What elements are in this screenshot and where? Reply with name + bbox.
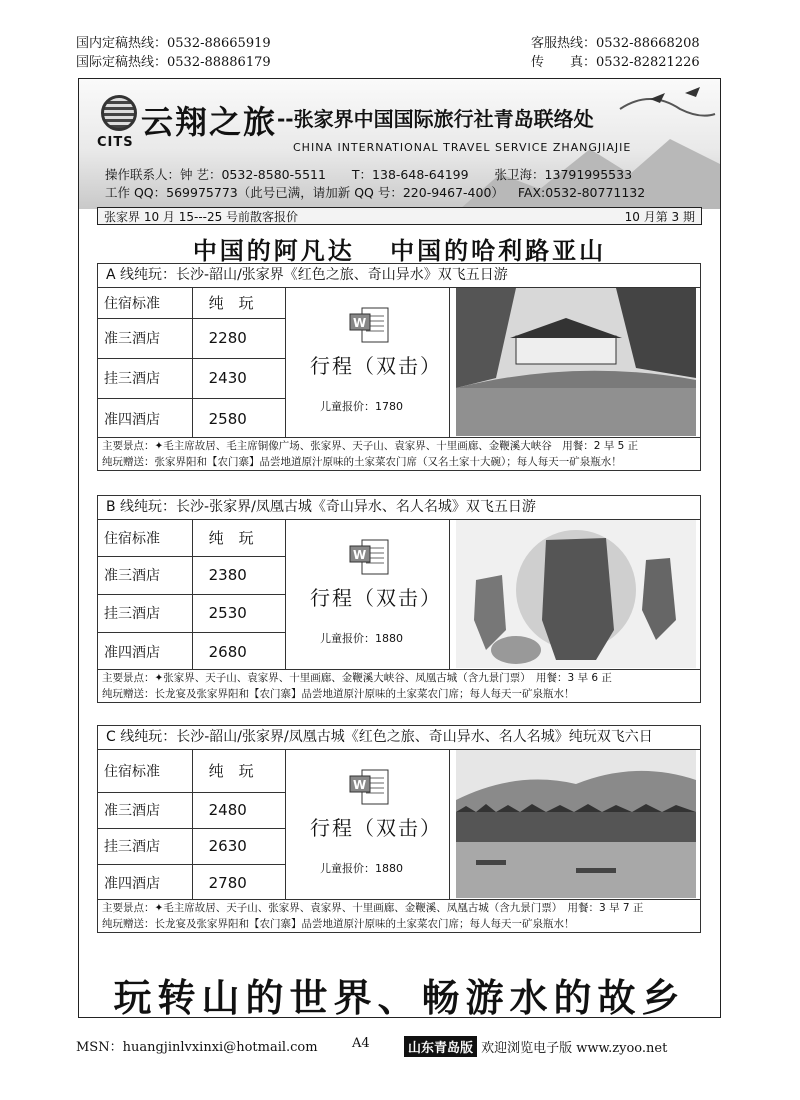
zhang-contact: 张卫海：13791995533 [494, 167, 633, 182]
hotel-name: 挂三酒店 [98, 358, 192, 398]
contact-row-2 [105, 183, 645, 201]
col-standard: 住宿标准 [98, 520, 192, 556]
fax-line: 传 真：0532-82821226 [531, 55, 700, 70]
msn-contact: MSN：huangjinlvxinxi@hotmail.com [76, 1040, 318, 1055]
itinerary-label[interactable]: 行程（双击） [310, 586, 442, 610]
package-title: A 线纯玩：长沙-韶山/张家界《红色之旅、奇山异水》双飞五日游 [98, 264, 700, 288]
hotel-price: 2680 [192, 633, 285, 670]
col-standard: 住宿标准 [98, 288, 192, 318]
package-c [97, 725, 701, 933]
col-play: 纯 玩 [192, 520, 285, 556]
cits-logo-text: CITS [97, 135, 134, 150]
hotel-price: 2380 [192, 556, 285, 594]
hotel-price: 2530 [192, 594, 285, 632]
issue-number: 10 月第 3 期 [624, 209, 695, 224]
hotel-price: 2280 [192, 318, 285, 358]
hotel-name: 准三酒店 [98, 556, 192, 594]
word-document-icon[interactable] [348, 306, 392, 346]
hotel-price: 2580 [192, 399, 285, 438]
slogan-avatar: 中国的阿凡达 [192, 236, 355, 265]
headline-slogan [79, 231, 720, 266]
header-banner [79, 79, 720, 209]
hotel-name: 准三酒店 [98, 318, 192, 358]
itinerary-doc[interactable] [286, 750, 450, 900]
hotel-price: 2780 [192, 865, 285, 900]
contact-row-1 [105, 165, 632, 183]
package-gifts: 纯玩赠送：张家界阳和【农门寨】品尝地道原汁原味的土家菜农门席（又名土家十大碗）；每人每天一矿泉瓶水！ [102, 456, 622, 468]
package-gifts: 纯玩赠送：长龙宴及张家界阳和【农门寨】品尝地道原汁原味的土家菜农门席；每人每天一矿泉瓶水！ [102, 688, 575, 700]
col-standard: 住宿标准 [98, 750, 192, 792]
package-b [97, 495, 701, 703]
itinerary-label[interactable]: 行程（双击） [310, 354, 442, 378]
child-price: 儿童报价：1880 [320, 632, 403, 645]
svg-text:W: W [353, 548, 367, 562]
service-hotline: 客服热线：0532-88668208 [531, 36, 700, 51]
domestic-hotlines [76, 34, 271, 72]
quote-period: 张家界 10 月 15---25 号前散客报价 [104, 209, 299, 224]
edition-tag: 山东青岛版 [404, 1036, 477, 1057]
package-sights: 主要景点：✦毛主席故居、毛主席铜像广场、张家界、天子山、袁家界、十里画廊、金鞭溪大峡谷 用餐：2 早 5 正 [102, 440, 639, 452]
itinerary-doc[interactable] [286, 520, 450, 670]
itinerary-doc[interactable] [286, 288, 450, 438]
package-title: C 线纯玩：长沙-韶山/张家界/凤凰古城《红色之旅、奇山异水、名人名城》纯玩双飞六日 [98, 726, 700, 750]
hotel-name: 准四酒店 [98, 865, 192, 900]
price-table [98, 288, 286, 438]
promo-text[interactable]: 欢迎浏览电子版 www.zyoo.net [481, 1041, 668, 1056]
fax-contact: FAX:0532-80771132 [517, 185, 646, 200]
price-table [98, 750, 286, 900]
itinerary-label[interactable]: 行程（双击） [310, 816, 442, 840]
service-hotlines [531, 34, 700, 72]
edition-promo [404, 1036, 667, 1057]
domestic-hotline: 国内定稿热线：0532-88665919 [76, 36, 271, 51]
svg-text:W: W [353, 316, 367, 330]
brand-english: CHINA INTERNATIONAL TRAVEL SERVICE ZHANGJIAJIE [293, 141, 632, 154]
quote-bar [97, 207, 702, 225]
cits-globe-icon [101, 95, 137, 131]
package-sights: 主要景点：✦毛主席故居、天子山、张家界、袁家界、十里画廊、金鞭溪、凤凰古城（含九景门票） 用餐：3 早 7 正 [102, 902, 644, 914]
flyer-frame [78, 78, 721, 1018]
child-price: 儿童报价：1880 [320, 862, 403, 875]
package-body [98, 520, 700, 670]
package-sights: 主要景点：✦张家界、天子山、袁家界、十里画廊、金鞭溪大峡谷、凤凰古城（含九景门票） 用餐：3 早 6 正 [102, 672, 612, 684]
scenic-photo-peaks [456, 520, 696, 668]
package-title: B 线纯玩：长沙-张家界/凤凰古城《奇山异水、名人名城》双飞五日游 [98, 496, 700, 520]
scenic-photo-house [456, 288, 696, 436]
qq-contact: 工作 QQ：569975773（此号已满，请加新 QQ 号：220-9467-400） [105, 185, 504, 200]
hotel-name: 挂三酒店 [98, 594, 192, 632]
scenic-photo-town [456, 750, 696, 898]
t-phone: T：138-648-64199 [351, 167, 469, 182]
brand-subtitle: --张家界中国国际旅行社青岛联络处 [277, 107, 594, 131]
col-play: 纯 玩 [192, 288, 285, 318]
brand-name: 云翔之旅 [141, 103, 278, 141]
package-body [98, 288, 700, 438]
slogan-hallelujah: 中国的哈利路亚山 [390, 236, 607, 265]
page-number: A4 [352, 1036, 370, 1051]
word-document-icon[interactable] [348, 538, 392, 578]
hotel-price: 2630 [192, 828, 285, 864]
hotel-name: 准四酒店 [98, 399, 192, 438]
package-a [97, 263, 701, 471]
hotel-name: 挂三酒店 [98, 828, 192, 864]
hotel-name: 准四酒店 [98, 633, 192, 670]
operator-contact: 操作联系人：钟 艺：0532-8580-5511 [105, 167, 326, 182]
word-document-icon[interactable] [348, 768, 392, 808]
col-play: 纯 玩 [192, 750, 285, 792]
hotel-name: 准三酒店 [98, 792, 192, 828]
hotel-price: 2430 [192, 358, 285, 398]
package-gifts: 纯玩赠送：长龙宴及张家界阳和【农门寨】品尝地道原汁原味的土家菜农门席；每人每天一矿泉瓶水！ [102, 918, 575, 930]
hotel-price: 2480 [192, 792, 285, 828]
package-body [98, 750, 700, 900]
price-table [98, 520, 286, 670]
international-hotline: 国际定稿热线：0532-88886179 [76, 55, 271, 70]
closing-slogan: 玩转山的世界、畅游水的故乡 [113, 975, 686, 1020]
svg-text:W: W [353, 778, 367, 792]
child-price: 儿童报价：1780 [320, 400, 403, 413]
